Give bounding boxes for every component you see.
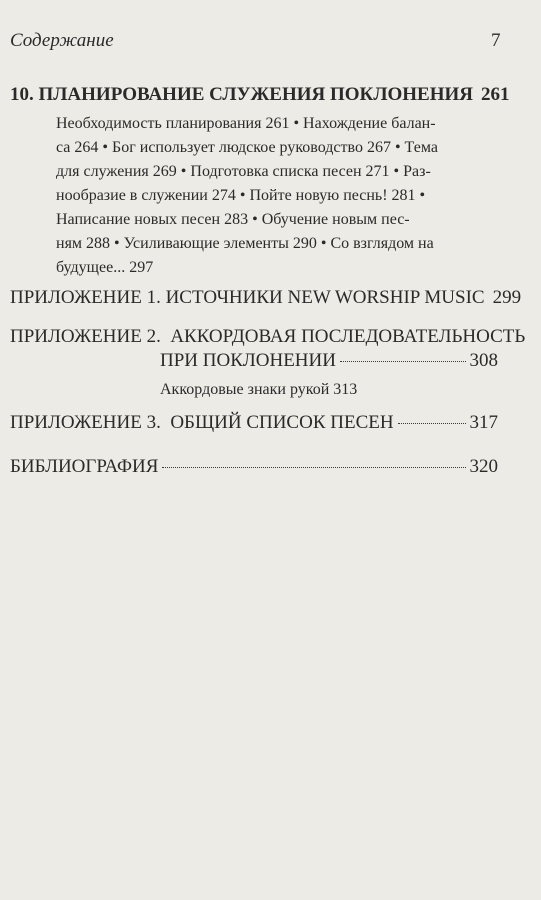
running-head: Содержание	[10, 30, 114, 51]
toc-entry-page: 261	[481, 84, 510, 105]
toc-entry-appendix-3	[10, 412, 498, 434]
toc-entry-appendix-2	[10, 326, 526, 348]
toc-entry-page: 320	[469, 456, 498, 477]
page-number: 7	[491, 30, 501, 51]
subsection-line: Необходимость планирования 261 • Нахождение балан-	[56, 115, 436, 132]
dot-leader	[398, 423, 466, 424]
toc-entry-title: БИБЛИОГРАФИЯ	[10, 456, 159, 477]
toc-entry-page: 317	[469, 412, 498, 433]
subsection-line: Написание новых песен 283 • Обучение новым пес-	[56, 211, 410, 228]
toc-entry-page: 308	[469, 350, 498, 371]
toc-entry-title: ПРИ ПОКЛОНЕНИИ	[160, 350, 336, 371]
toc-entry-appendix-1	[10, 287, 522, 309]
dot-leader	[162, 467, 465, 468]
appendix-2-subsection: Аккордовые знаки рукой 313	[160, 381, 358, 398]
toc-entry-bibliography	[10, 456, 498, 478]
subsection-line: будущее... 297	[56, 259, 154, 276]
toc-entry-title: 10. ПЛАНИРОВАНИЕ СЛУЖЕНИЯ ПОКЛОНЕНИЯ	[10, 84, 474, 105]
subsection-line: са 264 • Бог использует людское руководство 267 • Тема	[56, 139, 438, 156]
toc-entry-title: ПРИЛОЖЕНИЕ 3. ОБЩИЙ СПИСОК ПЕСЕН	[10, 412, 394, 433]
toc-entry-chapter-10	[10, 84, 510, 106]
toc-entry-page: 299	[492, 287, 522, 308]
toc-entry-title: ПРИЛОЖЕНИЕ 1. ИСТОЧНИКИ NEW WORSHIP MUSIC	[10, 287, 485, 308]
subsection-line: нообразие в служении 274 • Пойте новую песнь! 281 •	[56, 187, 426, 204]
dot-leader	[340, 361, 466, 362]
subsection-line: для служения 269 • Подготовка списка песен 271 • Раз-	[56, 163, 431, 180]
toc-entry-title: ПРИЛОЖЕНИЕ 2. АККОРДОВАЯ ПОСЛЕДОВАТЕЛЬНОСТЬ	[10, 326, 526, 347]
subsection-line: ням 288 • Усиливающие элементы 290 • Со взглядом на	[56, 235, 434, 252]
toc-entry-appendix-2-cont	[160, 350, 498, 372]
chapter-10-subsections	[56, 112, 496, 280]
